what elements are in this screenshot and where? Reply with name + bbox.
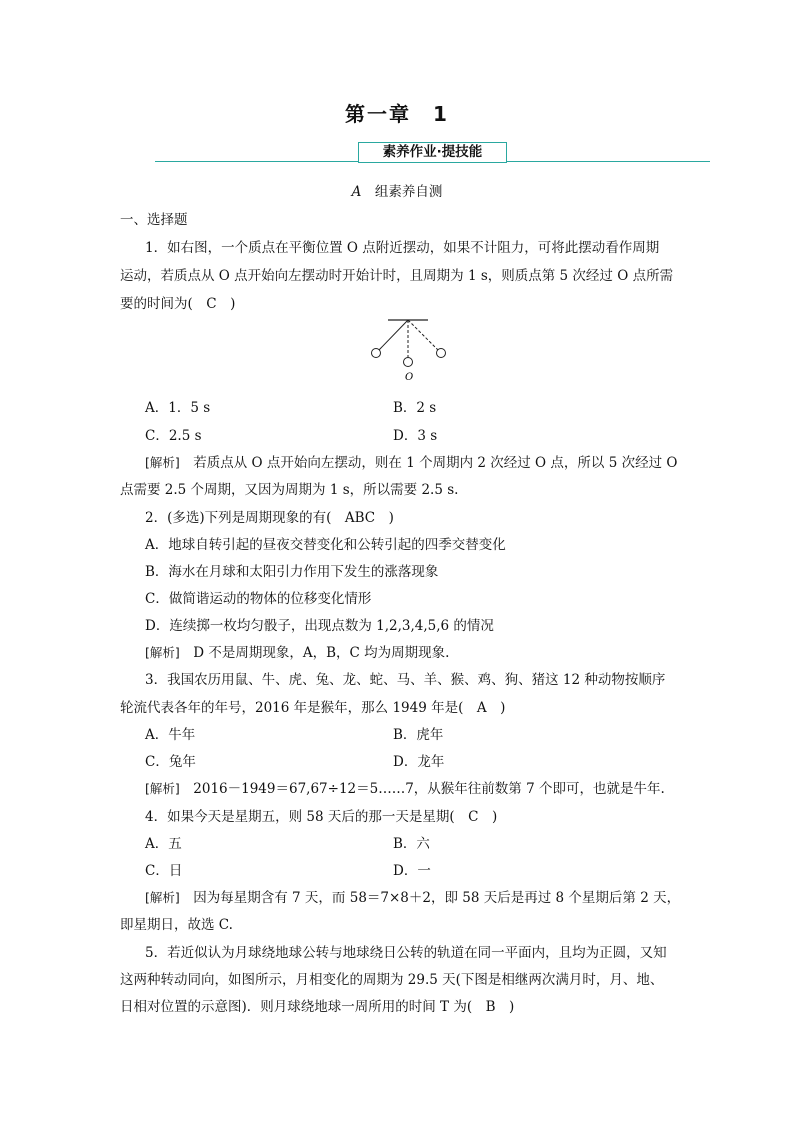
point-o-label: O bbox=[405, 372, 414, 383]
section-badge: 素养作业·提技能 bbox=[358, 142, 507, 163]
group-letter: A bbox=[351, 184, 362, 200]
q2-analysis-text: D 不是周期现象，A，B，C 均为周期现象. bbox=[193, 645, 450, 661]
q1-option-b: B．2 s bbox=[393, 400, 437, 416]
analysis-tag: [解析] bbox=[145, 890, 180, 905]
string-right bbox=[408, 320, 438, 350]
q4-option-a: A．五 bbox=[145, 836, 182, 852]
q2-option-c: C．做简谐运动的物体的位移变化情形 bbox=[145, 591, 372, 607]
q4-option-d: D．一 bbox=[393, 863, 431, 879]
q3-option-d: D．龙年 bbox=[393, 754, 445, 770]
section-heading: 一、选择题 bbox=[120, 212, 188, 228]
q2-analysis bbox=[145, 641, 449, 661]
q2-option-a: A．地球自转引起的昼夜交替变化和公转引起的四季交替变化 bbox=[145, 537, 506, 553]
q5-line2: 这两种转动同向，如图所示，月相变化的周期为 29.5 天(下图是相继两次满月时，月、地、 bbox=[120, 972, 664, 988]
q4-analysis-line1: 因为每星期含有 7 天，而 58＝7×8＋2，即 58 天后是再过 8 个星期后第 2 天， bbox=[193, 890, 681, 906]
q1-line1: 1．如右图，一个质点在平衡位置 O 点附近摆动，如果不计阻力，可将此摆动看作周期 bbox=[145, 240, 660, 256]
analysis-tag: [解析] bbox=[145, 455, 180, 470]
analysis-tag: [解析] bbox=[145, 781, 180, 796]
q1-option-c: C．2.5 s bbox=[145, 428, 202, 444]
q5-line1: 5．若近似认为月球绕地球公转与地球绕日公转的轨道在同一平面内，且均为正圆，又知 bbox=[145, 945, 667, 961]
q1-analysis-line1: 若质点从 O 点开始向左摆动，则在 1 个周期内 2 次经过 O 点，所以 5 次经过 O bbox=[193, 455, 678, 471]
q1-line3: 要的时间为( C ) bbox=[120, 296, 236, 312]
q3-line1: 3．我国农历用鼠、牛、虎、兔、龙、蛇、马、羊、猴、鸡、狗、猪这 12 种动物按顺序 bbox=[145, 672, 666, 688]
q2-option-d: D．连续掷一枚均匀骰子，出现点数为 1,2,3,4,5,6 的情况 bbox=[145, 618, 494, 634]
q1-option-a: A．1．5 s bbox=[145, 400, 211, 416]
bob-right bbox=[437, 349, 446, 358]
chapter-title: 第一章 1 bbox=[345, 102, 449, 126]
q3-option-b: B．虎年 bbox=[393, 727, 444, 743]
q5-line3: 日相对位置的示意图)．则月球绕地球一周所用的时间 T 为( B ) bbox=[120, 999, 515, 1015]
q2-stem: 2．(多选)下列是周期现象的有( ABC ) bbox=[145, 510, 394, 526]
pendulum-figure bbox=[360, 318, 460, 388]
q4-analysis-line2: 即星期日，故选 C. bbox=[120, 917, 233, 933]
group-text: 组素养自测 bbox=[374, 184, 443, 200]
q4-stem: 4．如果今天是星期五，则 58 天后的那一天是星期( C ) bbox=[145, 809, 498, 825]
q1-line2: 运动，若质点从 O 点开始向左摆动时开始计时，且周期为 1 s，则质点第 5 次经过 O 点所需 bbox=[120, 268, 674, 284]
q1-option-d: D．3 s bbox=[393, 428, 438, 444]
q4-analysis bbox=[145, 886, 680, 906]
string-left bbox=[379, 320, 408, 350]
q3-analysis bbox=[145, 777, 665, 797]
group-title bbox=[0, 180, 794, 200]
q2-option-b: B．海水在月球和太阳引力作用下发生的涨落现象 bbox=[145, 564, 439, 580]
q3-line2: 轮流代表各年的年号，2016 年是猴年，那么 1949 年是( A ) bbox=[120, 700, 506, 716]
analysis-tag: [解析] bbox=[145, 645, 180, 660]
bob-left bbox=[372, 349, 381, 358]
q1-analysis-line2: 点需要 2.5 个周期，又因为周期为 1 s，所以需要 2.5 s. bbox=[120, 482, 459, 498]
q3-option-c: C．兔年 bbox=[145, 754, 196, 770]
q3-option-a: A．牛年 bbox=[145, 727, 196, 743]
bob-center bbox=[404, 358, 413, 367]
q1-analysis bbox=[145, 451, 677, 471]
q4-option-c: C．日 bbox=[145, 863, 183, 879]
q3-analysis-text: 2016－1949＝67,67÷12＝5……7，从猴年往前数第 7 个即可，也就是牛年. bbox=[193, 781, 665, 797]
q4-option-b: B．六 bbox=[393, 836, 430, 852]
